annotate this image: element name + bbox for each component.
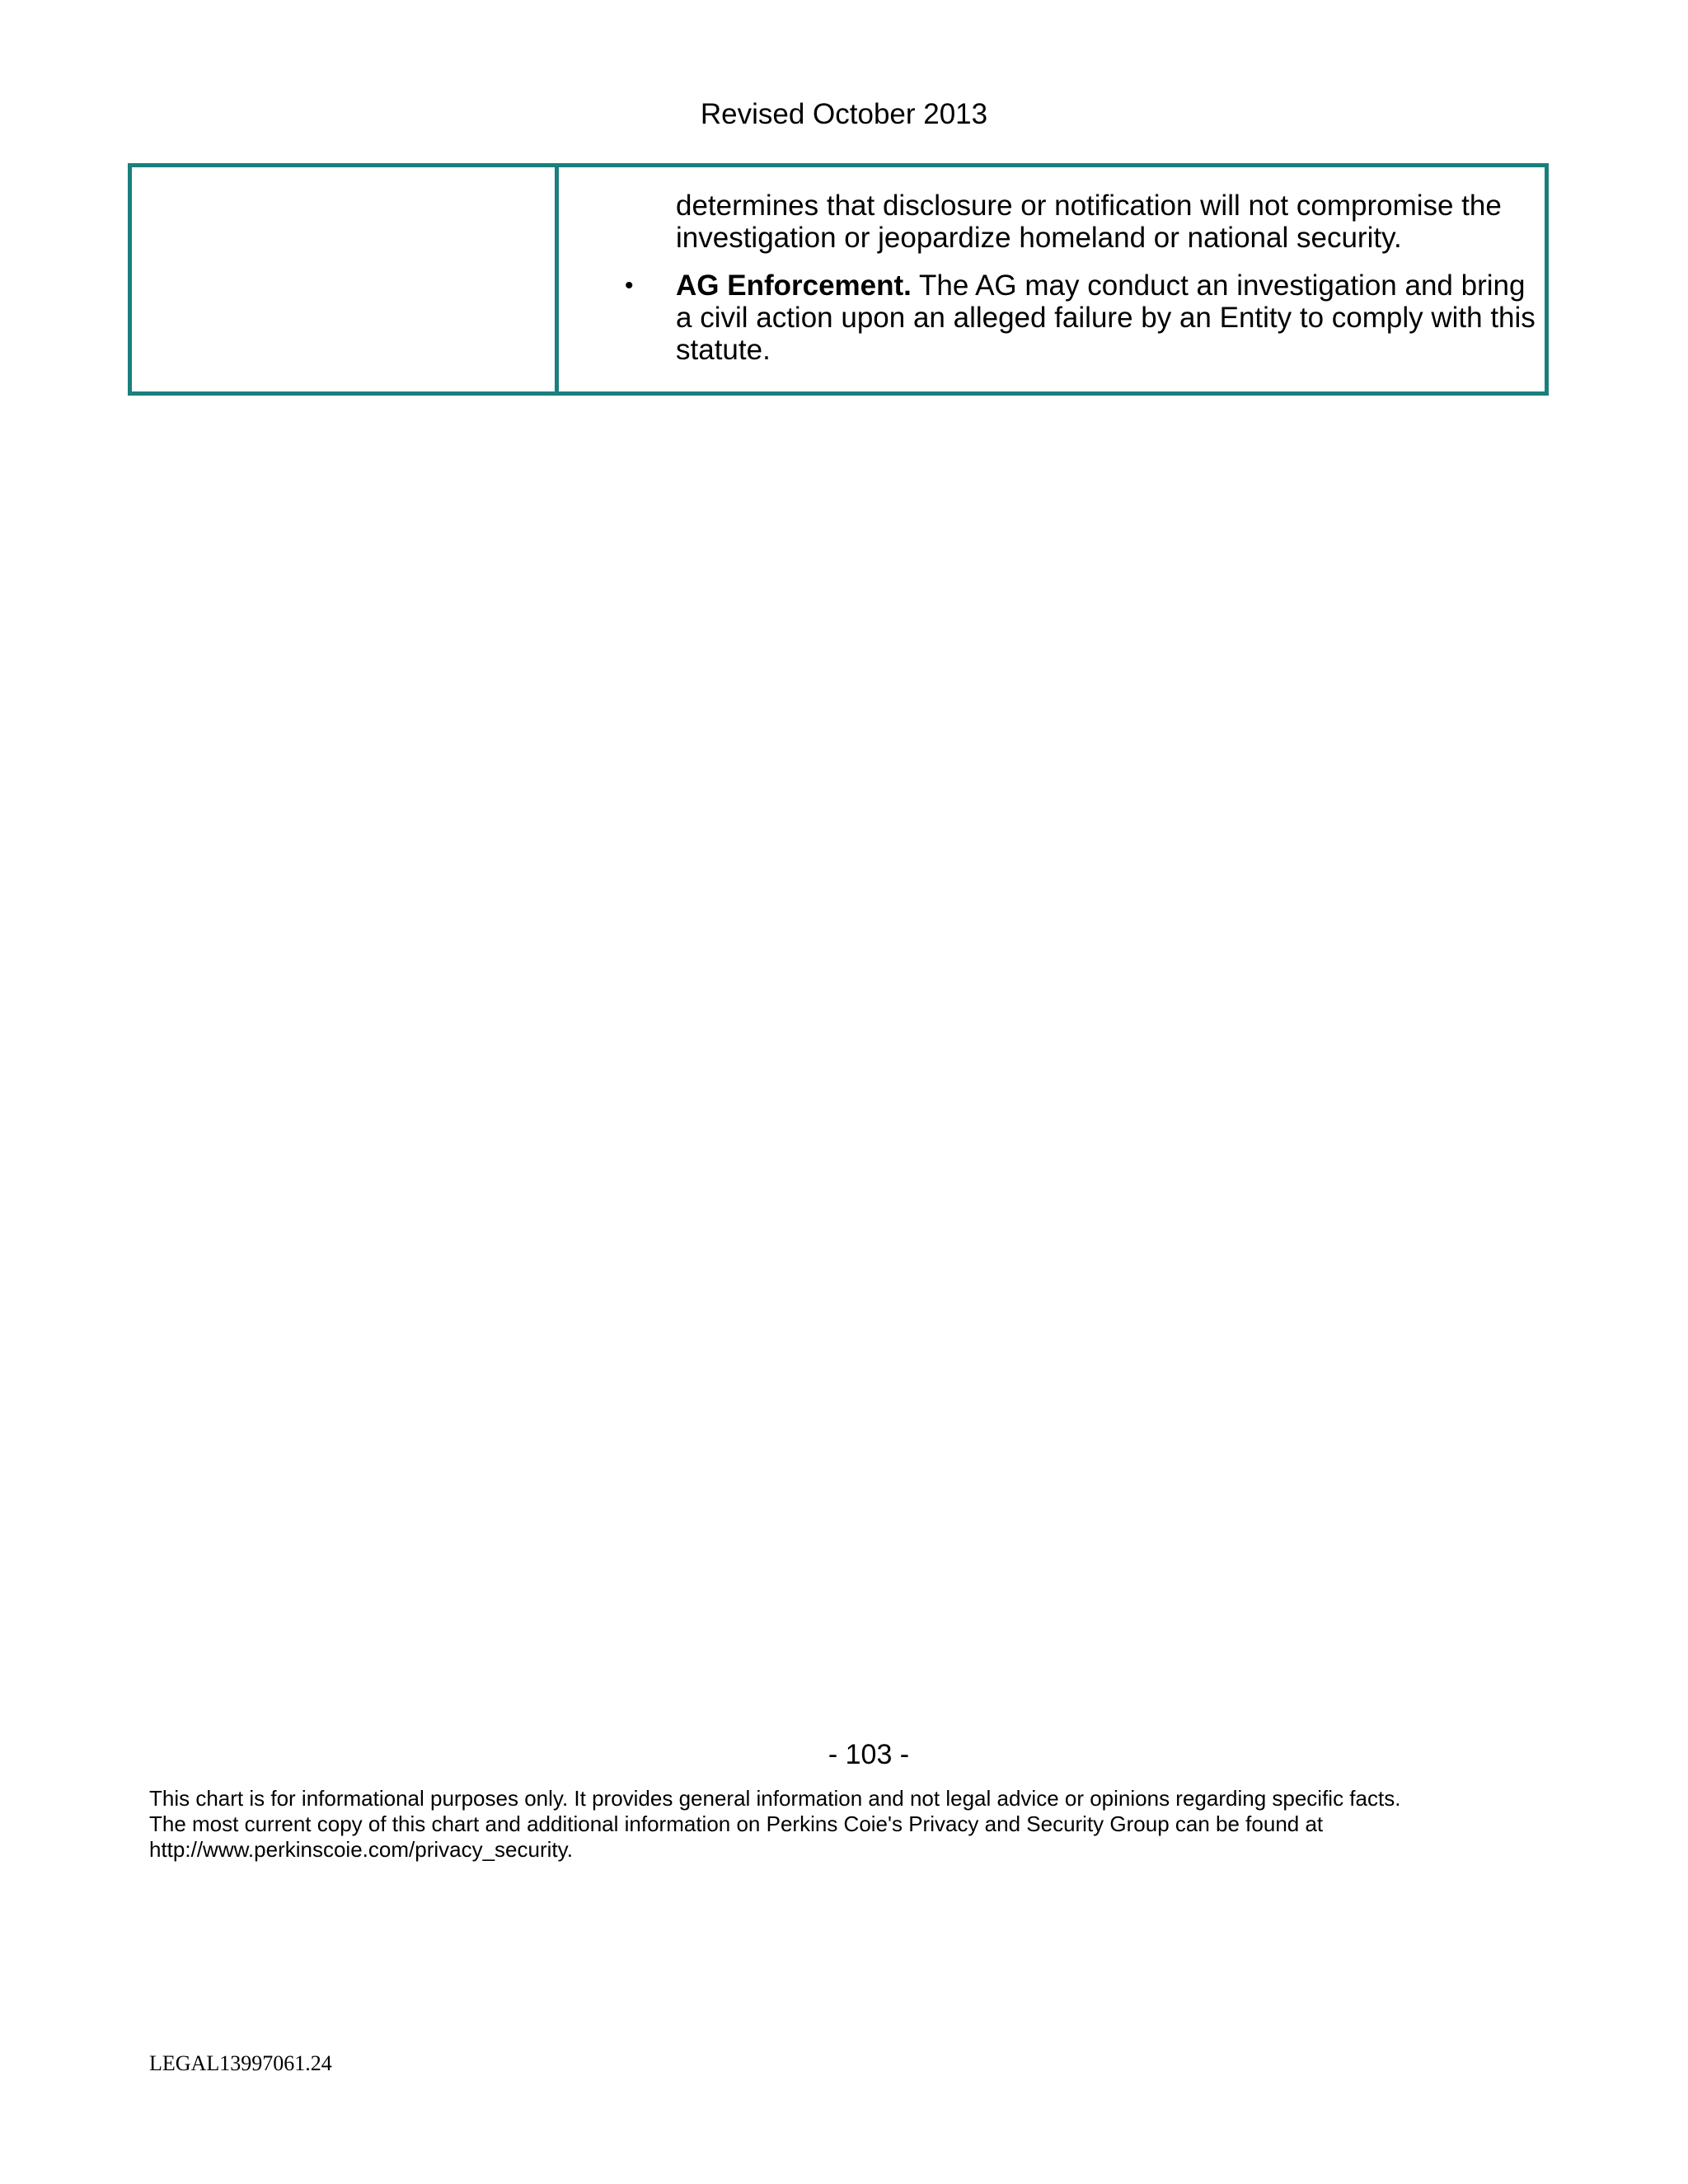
bullet-icon: • [625,272,634,299]
bullet-body: The AG may conduct an investigation and bring a civil action upon an alleged failure by an Entity to comply with this statute. [676,269,1536,366]
bullet-text [676,269,1556,366]
continued-paragraph: determines that disclosure or notification will not compromise the investigation or jeopardize homeland or national security. [676,190,1502,254]
list-item [625,269,1556,366]
table-left-cell [132,167,559,391]
document-id: LEGAL13997061.24 [149,2051,332,2075]
disclaimer-line: This chart is for informational purposes only. It provides general information and not legal advice or opinions regarding specific facts. [149,1786,1401,1811]
revision-header: Revised October 2013 [700,98,988,130]
page-number: - 103 - [828,1739,910,1770]
disclaimer-line: http://www.perkinscoie.com/privacy_security. [149,1837,573,1862]
disclaimer [149,1786,1633,1863]
disclaimer-line: The most current copy of this chart and additional information on Perkins Coie's Privacy and Security Group can be found at [149,1811,1324,1836]
table-right-cell [559,167,1545,391]
bullet-heading: AG Enforcement. [676,269,912,302]
content-table [128,163,1549,396]
